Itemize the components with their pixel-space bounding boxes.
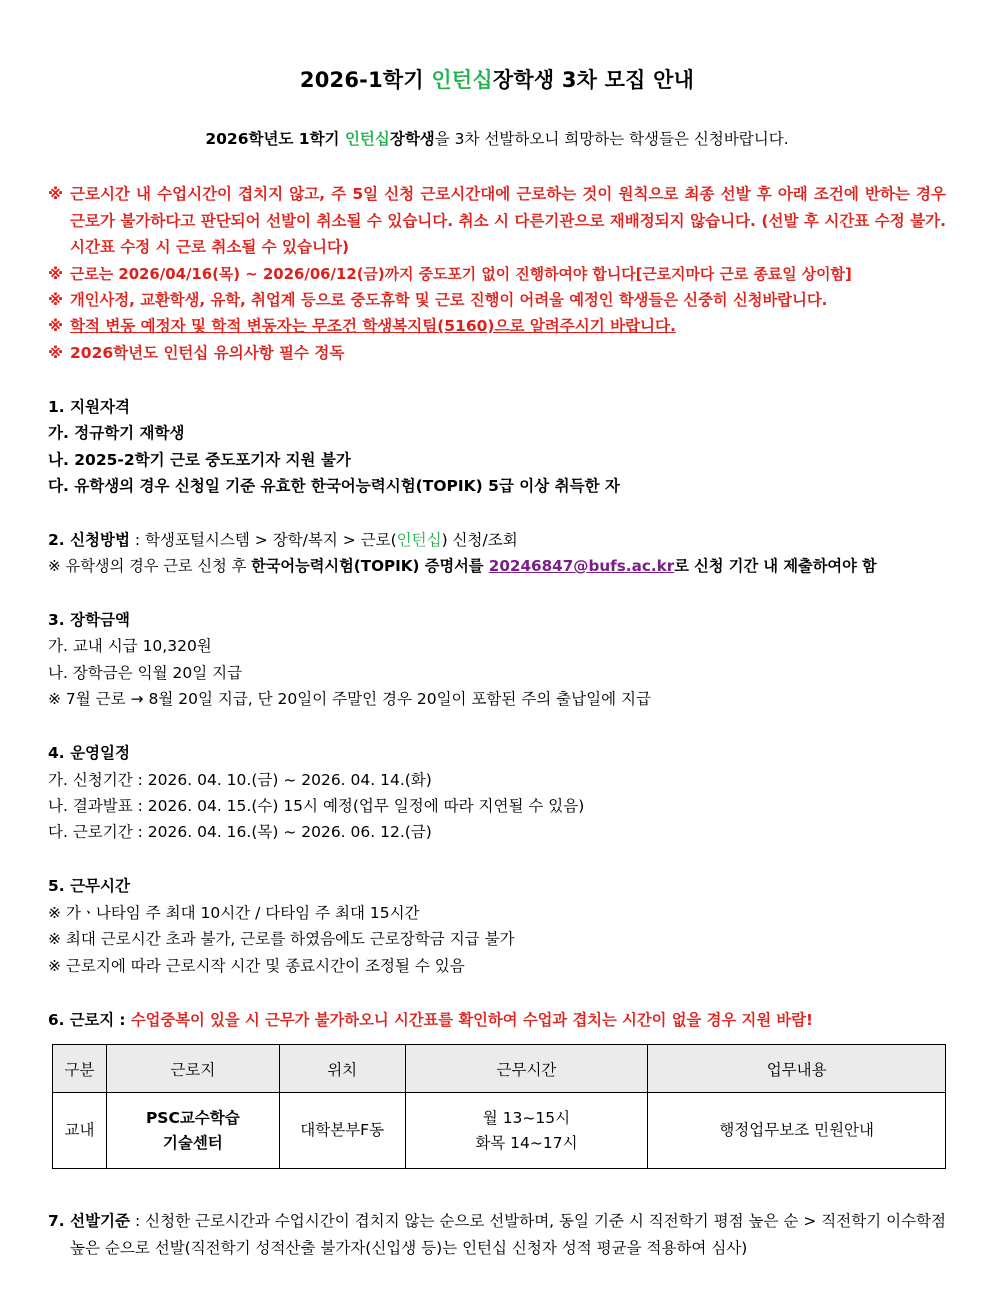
cell-duty: 행정업무보조 민원안내 bbox=[648, 1093, 946, 1169]
intro-bold-2: 장학생 bbox=[389, 130, 435, 148]
section-4-item: 나. 결과발표 : 2026. 04. 15.(수) 15시 예정(업무 일정에 따라 지연될 수 있음) bbox=[48, 797, 585, 815]
section-2-heading-line bbox=[48, 527, 518, 553]
apply-path: : 학생포털시스템 > 장학/복지 > 근로( bbox=[129, 531, 397, 549]
table-header: 근무시간 bbox=[405, 1045, 648, 1093]
workplace-table bbox=[52, 1044, 946, 1169]
note-bold: 한국어능력시험(TOPIK) 증명서를 bbox=[251, 557, 489, 575]
hours-line-2: 화목 14~17시 bbox=[475, 1133, 578, 1152]
email-link[interactable]: 20246847@bufs.ac.kr bbox=[488, 557, 675, 575]
table-header: 구분 bbox=[53, 1045, 107, 1093]
section-3-item: 나. 장학금은 익월 20일 지급 bbox=[48, 664, 243, 682]
notice-text: 근로는 2026/04/16(목) ~ 2026/06/12(금)까지 중도포기 없이 진행하여야 합니다[근로지마다 근로 종료일 상이함] bbox=[70, 265, 852, 283]
cell-hours bbox=[405, 1093, 648, 1169]
section-4-heading: 4. 운영일정 bbox=[48, 744, 130, 762]
section-6-heading: 6. 근로지 : bbox=[48, 1011, 131, 1029]
notice-2 bbox=[48, 261, 946, 288]
cell-type: 교내 bbox=[53, 1093, 107, 1169]
section-1-item: 가. 정규학기 재학생 bbox=[48, 424, 185, 442]
section-4-item: 가. 신청기간 : 2026. 04. 10.(금) ~ 2026. 04. 14.(화) bbox=[48, 771, 432, 789]
notice-mark: ※ bbox=[48, 265, 64, 283]
section-1-heading: 1. 지원자격 bbox=[48, 398, 130, 416]
section-3-item: ※ 7월 근로 → 8월 20일 지급, 단 20일이 주말인 경우 20일이 포함된 주의 출납일에 지급 bbox=[48, 690, 651, 708]
place-line-2: 기술센터 bbox=[162, 1133, 223, 1152]
intro-green: 인턴십 bbox=[344, 130, 390, 148]
notice-text: 2026학년도 인턴십 유의사항 필수 정독 bbox=[70, 344, 345, 362]
section-1-item: 나. 2025-2학기 근로 중도포기자 지원 불가 bbox=[48, 451, 351, 469]
section-6-heading-line bbox=[48, 1007, 813, 1033]
notice-text: 근로시간 내 수업시간이 겹치지 않고, 주 5일 신청 근로시간대에 근로하는 것이 원칙으로 최종 선발 후 아래 조건에 반하는 경우 근로가 불가하다고 판단되어 선발이 취소될 수 있습니다. 취소 시 다른기관으로 재배정되지 않습니다. (선발 후 시간표 수정 불가. 시간표 수정 시 근로 취소될 수 있습니다) bbox=[70, 185, 946, 256]
section-5-item: ※ 근로지에 따라 근로시작 시간 및 종료시간이 조정될 수 있음 bbox=[48, 957, 465, 975]
table-row bbox=[53, 1093, 946, 1169]
section-5-heading: 5. 근무시간 bbox=[48, 877, 130, 895]
table-header: 근로지 bbox=[106, 1045, 279, 1093]
section-6-warning: 수업중복이 있을 시 근무가 불가하오니 시간표를 확인하여 수업과 겹치는 시간이 없을 경우 지원 바람! bbox=[130, 1011, 813, 1029]
apply-path-end: ) 신청/조회 bbox=[441, 531, 518, 549]
section-5-item: ※ 가ㆍ나타임 주 최대 10시간 / 다타임 주 최대 15시간 bbox=[48, 904, 420, 922]
apply-path-green: 인턴십 bbox=[396, 531, 442, 549]
table-header: 위치 bbox=[279, 1045, 405, 1093]
notice-4 bbox=[48, 313, 946, 340]
section-5-item: ※ 최대 근로시간 초과 불가, 근로를 하였음에도 근로장학금 지급 불가 bbox=[48, 930, 515, 948]
cell-location: 대학본부F동 bbox=[279, 1093, 405, 1169]
notice-mark: ※ bbox=[48, 291, 64, 309]
cell-place bbox=[106, 1093, 279, 1169]
intro-bold-1: 2026학년도 1학기 bbox=[205, 130, 345, 148]
title-green: 인턴십 bbox=[431, 68, 493, 92]
section-3-heading: 3. 장학금액 bbox=[48, 611, 130, 629]
section-2-note bbox=[48, 553, 877, 579]
notice-mark: ※ bbox=[48, 185, 64, 203]
note-bold-end: 로 신청 기간 내 제출하여야 함 bbox=[674, 557, 877, 575]
title-pre: 2026-1학기 bbox=[299, 68, 432, 92]
notice-1 bbox=[48, 181, 946, 261]
hours-line-1: 월 13~15시 bbox=[482, 1108, 571, 1127]
section-7-heading: 7. 선발기준 bbox=[48, 1212, 130, 1230]
notice-text: 학적 변동 예정자 및 학적 변동자는 무조건 학생복지팀(5160)으로 알려주시기 바랍니다. bbox=[70, 317, 676, 335]
note-pre: ※ 유학생의 경우 근로 신청 후 bbox=[48, 557, 252, 575]
intro-rest: 을 3차 선발하오니 희망하는 학생들은 신청바랍니다. bbox=[434, 130, 789, 148]
notice-mark: ※ bbox=[48, 344, 64, 362]
section-1-item: 다. 유학생의 경우 신청일 기준 유효한 한국어능력시험(TOPIK) 5급 이상 취득한 자 bbox=[48, 477, 620, 495]
section-4-item: 다. 근로기간 : 2026. 04. 16.(목) ~ 2026. 06. 12.(금) bbox=[48, 823, 432, 841]
page-title bbox=[48, 64, 946, 94]
table-header-row bbox=[53, 1045, 946, 1093]
notice-5 bbox=[48, 340, 946, 367]
section-7 bbox=[48, 1208, 946, 1261]
section-2-heading: 2. 신청방법 bbox=[48, 531, 130, 549]
intro-text bbox=[48, 127, 946, 149]
notice-mark: ※ bbox=[48, 317, 64, 335]
section-7-text: : 신청한 근로시간과 수업시간이 겹치지 않는 순으로 선발하며, 동일 기준 시 직전학기 평점 높은 순 > 직전학기 이수학점 높은 순으로 선발(직전학기 성적산출 불가자(신입생 등)는 인턴십 신청자 성적 평균을 적용하여 심사) bbox=[70, 1212, 947, 1257]
table-header: 업무내용 bbox=[648, 1045, 946, 1093]
title-post: 장학생 3차 모집 안내 bbox=[492, 68, 695, 92]
notice-text: 개인사정, 교환학생, 유학, 취업계 등으로 중도휴학 및 근로 진행이 어려울 예정인 학생들은 신중히 신청바랍니다. bbox=[70, 291, 828, 309]
section-7-text-wrap bbox=[48, 1208, 946, 1261]
place-line-1: PSC교수학습 bbox=[145, 1108, 240, 1127]
section-3-item: 가. 교내 시급 10,320원 bbox=[48, 637, 212, 655]
notice-3 bbox=[48, 287, 946, 314]
